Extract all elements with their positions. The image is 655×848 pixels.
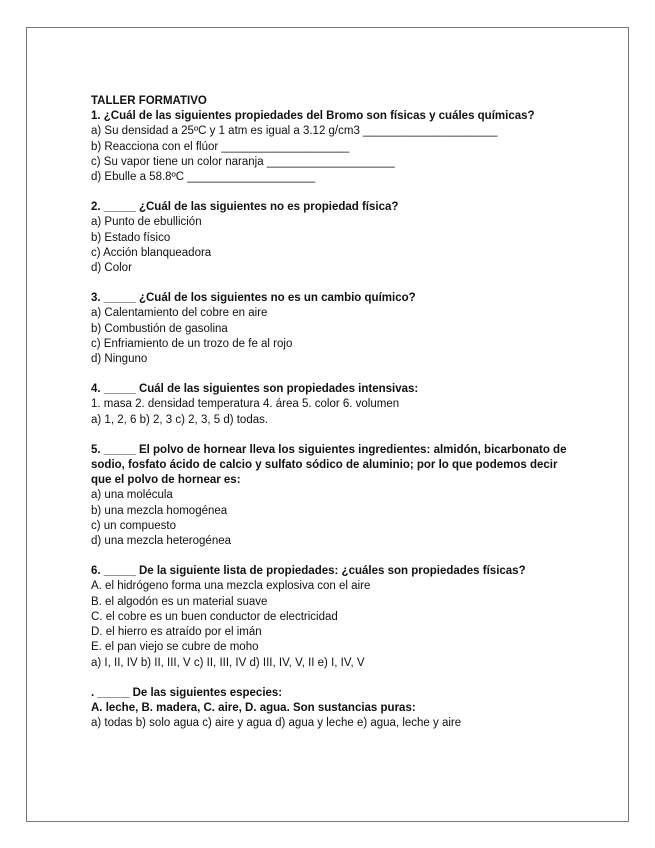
question-1-option-d: d) Ebulle a 58.8ºC ____________________ bbox=[91, 171, 316, 184]
question-6 bbox=[91, 564, 571, 670]
document-page bbox=[26, 27, 629, 822]
worksheet-content bbox=[91, 94, 571, 746]
question-3-option-d: d) Ninguno bbox=[91, 353, 148, 366]
question-7-answers: a) todas b) solo agua c) aire y agua d) agua y leche e) agua, leche y aire bbox=[91, 717, 462, 730]
question-3 bbox=[91, 291, 571, 367]
worksheet-title: TALLER FORMATIVO bbox=[91, 95, 207, 107]
question-1 bbox=[91, 94, 571, 185]
question-5-option-a: a) una molécula bbox=[91, 489, 173, 502]
question-6-item-b: B. el algodón es un material suave bbox=[91, 595, 268, 608]
question-2-option-d: d) Color bbox=[91, 262, 132, 275]
question-6-item-c: C. el cobre es un buen conductor de electricidad bbox=[91, 610, 338, 623]
question-1-option-a: a) Su densidad a 25ºC y 1 atm es igual a 3.12 g/cm3 _____________________ bbox=[91, 125, 498, 138]
question-5-option-c: c) un compuesto bbox=[91, 519, 177, 532]
question-7-stem: . _____ De las siguientes especies: bbox=[91, 686, 283, 699]
question-4-answers: a) 1, 2, 6 b) 2, 3 c) 2, 3, 5 d) todas. bbox=[91, 413, 269, 426]
question-7-species: A. leche, B. madera, C. aire, D. agua. Son sustancias puras: bbox=[91, 701, 416, 714]
question-5-option-b: b) una mezcla homogénea bbox=[91, 504, 228, 517]
question-6-stem: 6. _____ De la siguiente lista de propiedades: ¿cuáles son propiedades físicas? bbox=[91, 565, 526, 578]
question-4 bbox=[91, 382, 571, 428]
question-3-stem: 3. _____ ¿Cuál de los siguientes no es un cambio químico? bbox=[91, 292, 416, 305]
question-6-answers: a) I, II, IV b) II, III, V c) II, III, IV d) III, IV, V, II e) I, IV, V bbox=[91, 656, 365, 669]
question-6-item-e: E. el pan viejo se cubre de moho bbox=[91, 641, 259, 654]
question-1-option-b: b) Reacciona con el flúor ____________________ bbox=[91, 140, 350, 153]
question-2-option-c: c) Acción blanqueadora bbox=[91, 246, 212, 259]
question-2-stem: 2. _____ ¿Cuál de las siguientes no es propiedad física? bbox=[91, 201, 399, 214]
question-3-option-a: a) Calentamiento del cobre en aire bbox=[91, 307, 268, 320]
question-5-stem: 5. _____ El polvo de hornear lleva los siguientes ingredientes: almidón, bicarbonato de sodio, fosfato ácido de calcio y sulfato sódico de aluminio; por lo que podemos decir que el polvo de hornear es: bbox=[91, 443, 567, 487]
question-6-item-d: D. el hierro es atraído por el imán bbox=[91, 626, 262, 639]
question-5-option-d: d) una mezcla heterogénea bbox=[91, 535, 232, 548]
question-4-stem: 4. _____ Cuál de las siguientes son propiedades intensivas: bbox=[91, 383, 419, 396]
question-1-option-c: c) Su vapor tiene un color naranja ____________________ bbox=[91, 155, 395, 168]
question-1-stem: 1. ¿Cuál de las siguientes propiedades del Bromo son físicas y cuáles químicas? bbox=[91, 110, 535, 123]
question-5 bbox=[91, 443, 571, 549]
question-2-option-a: a) Punto de ebullición bbox=[91, 216, 202, 229]
question-4-properties-list: 1. masa 2. densidad temperatura 4. área 5. color 6. volumen bbox=[91, 398, 400, 411]
question-7 bbox=[91, 686, 571, 732]
question-2 bbox=[91, 200, 571, 276]
question-3-option-b: b) Combustión de gasolina bbox=[91, 322, 228, 335]
question-6-item-a: A. el hidrógeno forma una mezcla explosiva con el aire bbox=[91, 580, 371, 593]
question-3-option-c: c) Enfriamiento de un trozo de fe al rojo bbox=[91, 337, 293, 350]
question-2-option-b: b) Estado físico bbox=[91, 231, 171, 244]
